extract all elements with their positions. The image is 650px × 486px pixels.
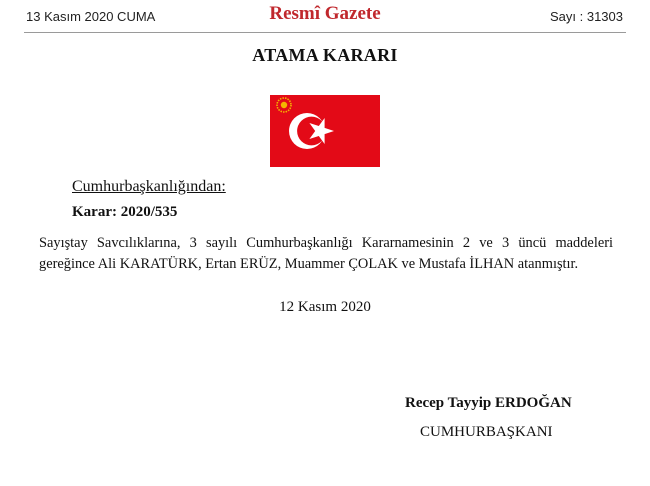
decision-body: Sayıştay Savcılıklarına, 3 sayılı Cumhurbaşkanlığı Kararnamesinin 2 ve 3 üncü maddeleri gereğince Ali KARATÜRK, Ertan ERÜZ, Muammer ÇOLAK ve Mustafa İLHAN atanmıştır. bbox=[39, 235, 613, 272]
gazette-header bbox=[0, 0, 650, 34]
issuing-institution: Cumhurbaşkanlığından: bbox=[72, 178, 226, 195]
decision-number: Karar: 2020/535 bbox=[72, 204, 178, 220]
gazette-title: Resmî Gazete bbox=[269, 3, 381, 24]
issue-number: Sayı : 31303 bbox=[550, 9, 623, 24]
signer-name: Recep Tayyip ERDOĞAN bbox=[405, 395, 572, 411]
issue-date: 13 Kasım 2020 CUMA bbox=[26, 9, 156, 24]
turkish-flag-icon bbox=[270, 95, 380, 167]
seal-core bbox=[281, 102, 287, 108]
signer-title: CUMHURBAŞKANI bbox=[420, 424, 553, 440]
document-title: ATAMA KARARI bbox=[252, 45, 398, 65]
header-divider bbox=[24, 32, 626, 33]
signature-date: 12 Kasım 2020 bbox=[279, 299, 371, 315]
